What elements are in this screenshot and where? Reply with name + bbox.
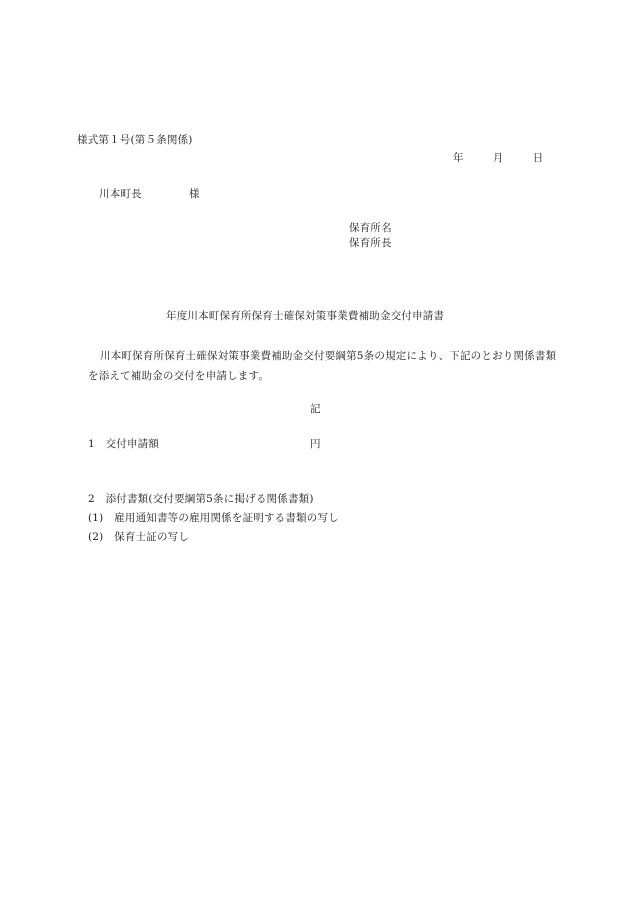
addressee-honorific: 様 xyxy=(189,188,200,200)
date-line xyxy=(453,151,543,165)
item2-sub-item: (2) 保育士証の写し xyxy=(88,531,190,543)
item2-sub-item: (1) 雇用通知書等の雇用関係を証明する書類の写し xyxy=(88,512,339,524)
document-title: 年度川本町保育所保育士確保対策事業費補助金交付申請書 xyxy=(166,310,445,322)
item1-unit: 円 xyxy=(310,438,321,450)
addressee-name: 川本町長 xyxy=(99,188,142,200)
facility-head-label: 保育所長 xyxy=(349,237,392,249)
date-month-label: 月 xyxy=(492,152,504,164)
item2-label: 2 添付書類(交付要綱第5条に掲げる関係書類) xyxy=(88,493,314,505)
item1-label: 1 交付申請額 xyxy=(88,438,160,450)
body-paragraph: 川本町保育所保育士確保対策事業費補助金交付要綱第5条の規定により、下記のとおり関係書類を添えて補助金の交付を申請します。 xyxy=(88,350,557,382)
date-year-label: 年 xyxy=(453,152,464,164)
form-number: 様式第１号(第５条関係) xyxy=(77,134,193,146)
ki-heading: 記 xyxy=(310,403,321,415)
date-day-label: 日 xyxy=(532,152,544,164)
facility-name-label: 保育所名 xyxy=(349,222,392,234)
